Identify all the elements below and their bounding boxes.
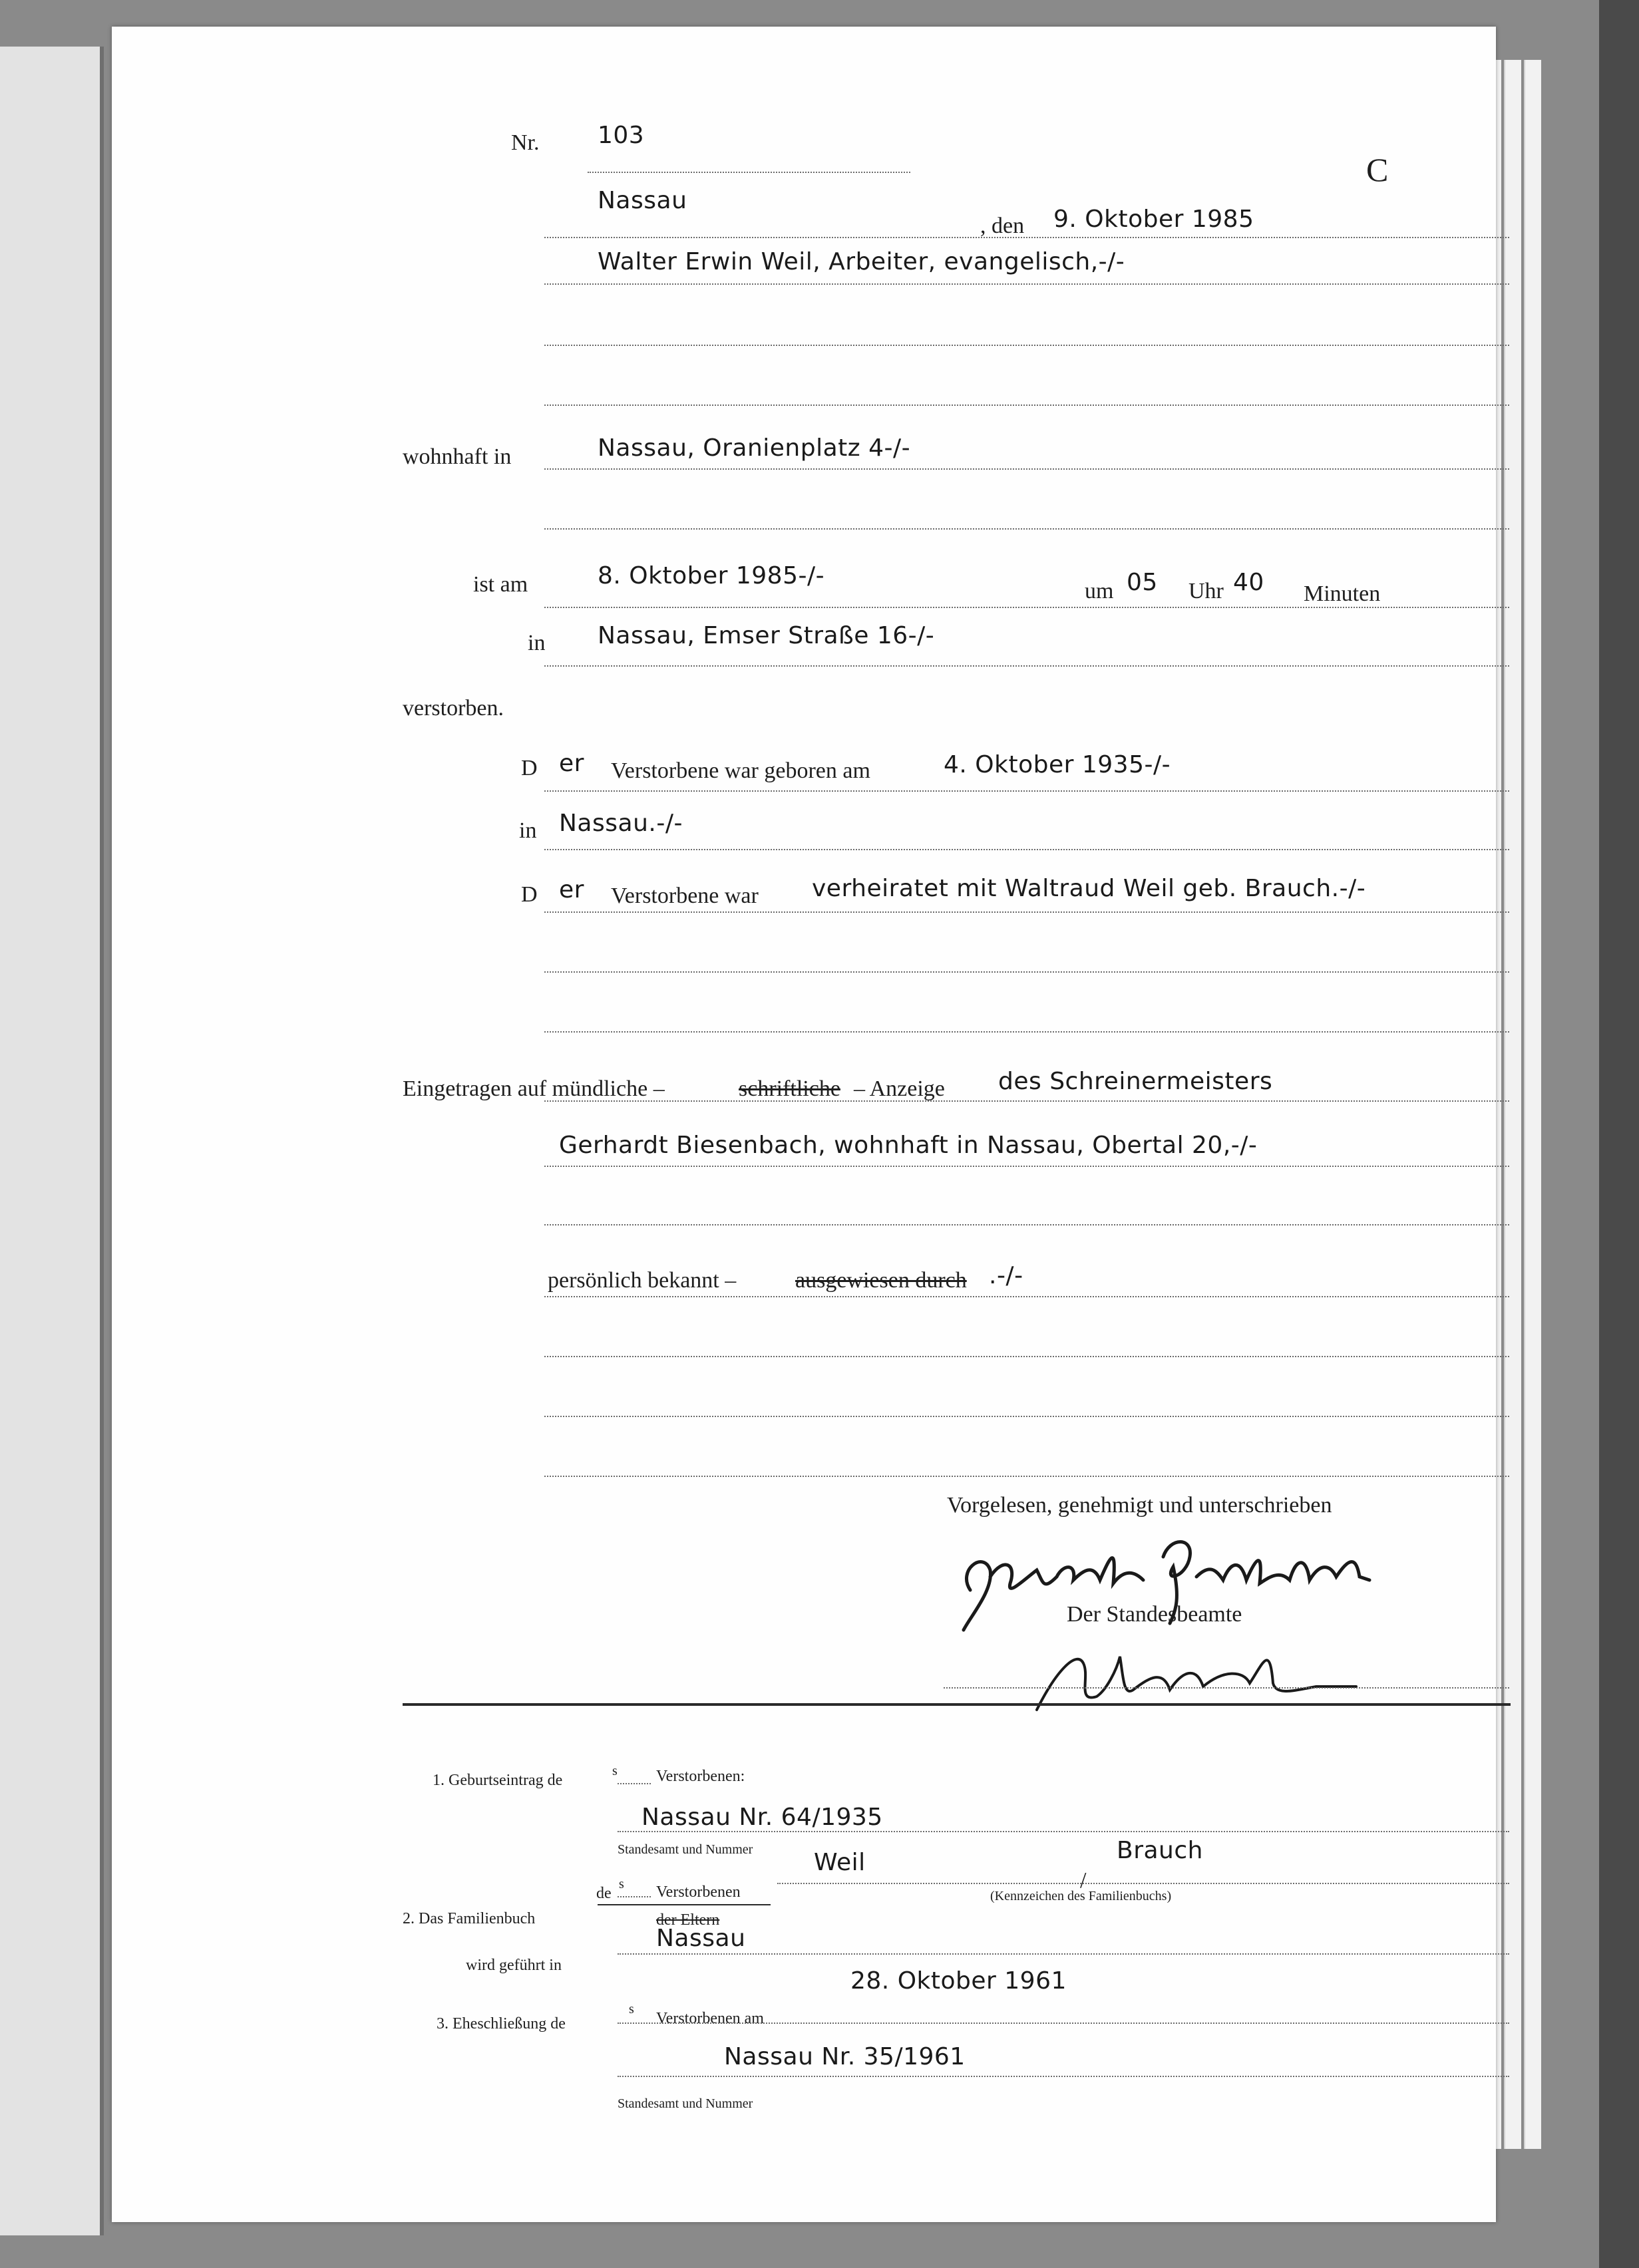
line [544, 1224, 1509, 1225]
note2-name: Weil [814, 1849, 866, 1876]
line [544, 1100, 1509, 1102]
line [618, 1783, 651, 1784]
register-letter: C [1366, 151, 1389, 188]
marriage-text-label: Verstorbene war [611, 884, 759, 908]
marriage-d-label: D [521, 882, 538, 907]
date-value: 9. Oktober 1985 [1053, 206, 1254, 233]
bekannt-suffix: .-/- [989, 1262, 1023, 1289]
note3-label: 3. Eheschließung de [437, 2015, 566, 2032]
line [544, 345, 1509, 346]
page-stack-edge [1524, 60, 1541, 2149]
line [544, 849, 1509, 850]
den-label: , den [980, 214, 1025, 238]
note3-date: 28. Oktober 1961 [850, 1967, 1067, 1995]
registration-prefix: Eingetragen auf mündliche – [403, 1076, 665, 1101]
verstorben-label: verstorben. [403, 696, 504, 721]
note1-s: s [612, 1764, 618, 1778]
place-date-line [544, 237, 1509, 238]
line [544, 283, 1509, 285]
registrar-label: Der Standesbeamte [1067, 1602, 1242, 1627]
marriage-value: verheiratet mit Waltraud Weil geb. Brauch.-/- [812, 875, 1366, 902]
register-page [112, 27, 1496, 2222]
declarant-title: des Schreinermeisters [998, 1068, 1273, 1095]
note1-label: 1. Geburtseintrag de [433, 1772, 563, 1789]
declarant-name: Gerhardt Biesenbach, wohnhaft in Nassau, Obertal 20,-/- [559, 1132, 1258, 1159]
line [544, 911, 1509, 913]
note1-caption: Standesamt und Nummer [618, 1842, 753, 1857]
in-label: in [528, 631, 546, 655]
bekannt-prefix: persönlich bekannt – [548, 1268, 737, 1293]
line [544, 1416, 1509, 1417]
facing-page-edge [0, 47, 104, 2235]
note2-place: Nassau [656, 1925, 746, 1952]
line [544, 1166, 1509, 1167]
birth-date: 4. Oktober 1935-/- [944, 751, 1171, 778]
bekannt-struck: ausgewiesen durch [795, 1268, 967, 1293]
birth-place: Nassau.-/- [559, 810, 683, 837]
note3-caption: Standesamt und Nummer [618, 2096, 753, 2111]
fraction-rule [598, 1904, 771, 1905]
place-value: Nassau [598, 187, 687, 214]
note3-value: Nassau Nr. 35/1961 [724, 2043, 966, 2070]
minuten-label: Minuten [1304, 581, 1381, 606]
nr-value: 103 [598, 122, 645, 149]
line [618, 1896, 651, 1897]
note2-caption: (Kennzeichen des Familienbuchs) [990, 1889, 1172, 1903]
book-binding [1599, 0, 1639, 2268]
minute-value: 40 [1233, 569, 1264, 596]
note2-sep: / [1080, 1868, 1087, 1893]
signature-statement: Vorgelesen, genehmigt und unterschrieben [947, 1493, 1332, 1518]
uhr-label: Uhr [1188, 579, 1224, 603]
note1-value: Nassau Nr. 64/1935 [641, 1804, 883, 1831]
note2-name2: Brauch [1117, 1837, 1203, 1864]
line [544, 790, 1509, 792]
note2-de: de [596, 1885, 612, 1902]
birth-in-label: in [519, 818, 537, 843]
line [618, 1953, 1509, 1955]
wohnhaft-value: Nassau, Oranienplatz 4-/- [598, 434, 911, 462]
note2-eltern: der Eltern [656, 1911, 720, 1929]
death-place: Nassau, Emser Straße 16-/- [598, 622, 935, 649]
note2-verstorbenen: Verstorbenen [656, 1883, 741, 1901]
nr-line [588, 172, 910, 173]
hour-value: 05 [1127, 569, 1158, 596]
note3-s: s [629, 2002, 634, 2017]
line [618, 2023, 1509, 2024]
line [544, 1476, 1509, 1477]
line [777, 1883, 1509, 1884]
ist-am-label: ist am [473, 572, 528, 597]
birth-er: er [559, 750, 584, 777]
birth-d-label: D [521, 756, 538, 780]
line [618, 1831, 1509, 1832]
line [544, 468, 1509, 470]
line [544, 1356, 1509, 1357]
line [544, 971, 1509, 973]
registrar-signature [1010, 1630, 1463, 1723]
line [544, 1031, 1509, 1033]
note3-suffix: Verstorbenen am [656, 2010, 764, 2027]
wohnhaft-label: wohnhaft in [403, 444, 512, 469]
note2-wird: wird geführt in [466, 1957, 562, 1974]
marriage-er: er [559, 876, 584, 903]
line [544, 405, 1509, 406]
death-date: 8. Oktober 1985-/- [598, 562, 825, 589]
registration-struck: schriftliche [739, 1076, 840, 1101]
note2-s: s [619, 1877, 624, 1891]
um-label: um [1085, 579, 1114, 603]
declarant-person: Walter Erwin Weil, Arbeiter, evangelisch,-/- [598, 248, 1125, 275]
signature-line [944, 1687, 1509, 1689]
registration-suffix: – Anzeige [854, 1076, 945, 1101]
line [618, 2076, 1509, 2077]
section-divider [403, 1703, 1511, 1706]
line [544, 607, 1509, 608]
note2-label: 2. Das Familienbuch [403, 1910, 536, 1927]
note1-suffix: Verstorbenen: [656, 1768, 745, 1785]
line [544, 1296, 1509, 1297]
line [544, 665, 1509, 667]
line [544, 528, 1509, 530]
birth-text-label: Verstorbene war geboren am [611, 758, 870, 783]
page-stack-edge [1504, 60, 1521, 2149]
nr-label: Nr. [511, 130, 540, 155]
